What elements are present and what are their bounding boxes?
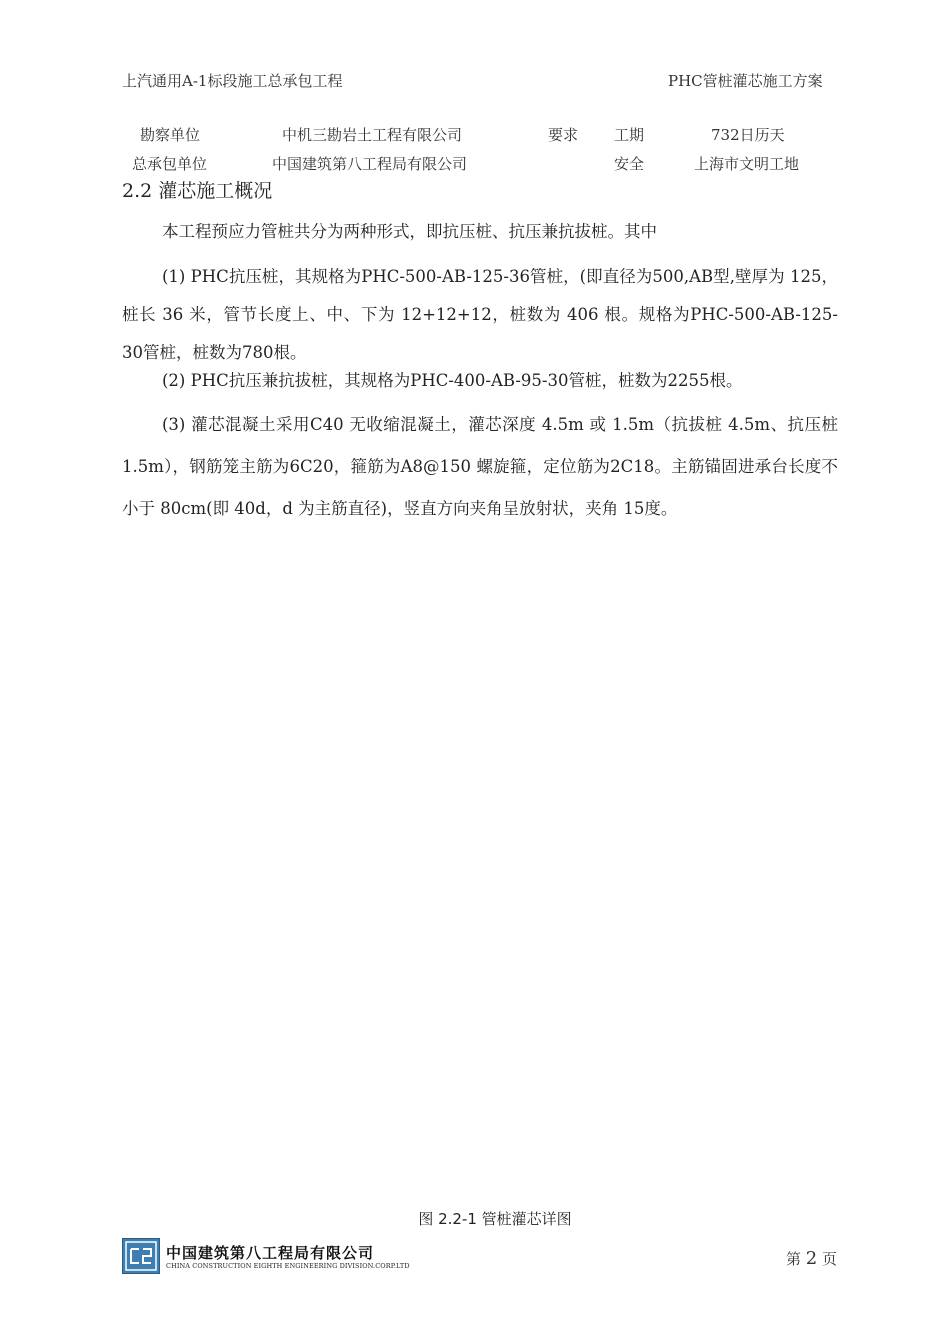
info-cell-safety-value: 上海市文明工地 <box>694 155 800 173</box>
info-cell-survey-value: 中机三勘岩土工程有限公司 <box>282 126 463 144</box>
page-number-value: 2 <box>805 1248 818 1269</box>
header-right-title: PHC管桩灌芯施工方案 <box>668 72 823 90</box>
company-logo-icon <box>122 1238 160 1274</box>
footer-logo-chinese: 中国建筑第八工程局有限公司 <box>166 1244 375 1262</box>
paragraph-intro: 本工程预应力管桩共分为两种形式，即抗压桩、抗压兼抗拔桩。其中 <box>162 222 657 241</box>
info-cell-requirement-label: 要求 <box>548 126 579 144</box>
header-left-title: 上汽通用A-1标段施工总承包工程 <box>122 72 343 90</box>
info-cell-contractor-value: 中国建筑第八工程局有限公司 <box>272 155 468 173</box>
paragraph-item-3: (3) 灌芯混凝土采用C40 无收缩混凝土，灌芯深度 4.5m 或 1.5m（抗拔桩 4.5m、抗压桩 1.5m），钢筋笼主筋为6C20，箍筋为A8@150 螺旋箍，定位筋为2C18。主筋锚固进承台长度不小于 80cm(即 40d，d 为主筋直径)，竖直方向夹角呈放射状，夹角 15度。 <box>122 415 838 518</box>
figure-caption: 图 2.2-1 管桩灌芯详图 <box>418 1210 572 1228</box>
info-cell-contractor-label: 总承包单位 <box>132 155 208 173</box>
section-heading: 2.2 灌芯施工概况 <box>122 180 273 202</box>
footer-logo-english: CHINA CONSTRUCTION EIGHTH ENGINEERING DIVISION.CORP.LTD <box>166 1262 410 1270</box>
paragraph-item-1: (1) PHC抗压桩，其规格为PHC-500-AB-125-36管桩，(即直径为500,AB型,壁厚为 125，桩长 36 米，管节长度上、中、下为 12+12+12，桩数为 406 根。规格为PHC-500-AB-125-30管桩，桩数为780根。 <box>122 267 838 362</box>
page-prefix: 第 <box>786 1250 802 1268</box>
page-suffix: 页 <box>822 1250 838 1268</box>
info-cell-survey-label: 勘察单位 <box>140 126 201 144</box>
info-cell-duration-value: 732日历天 <box>711 126 785 144</box>
paragraph-item-2: (2) PHC抗压兼抗拔桩，其规格为PHC-400-AB-95-30管桩，桩数为2255根。 <box>162 371 743 390</box>
info-cell-duration-label: 工期 <box>614 126 645 144</box>
logo-mark-icon <box>123 1239 159 1273</box>
info-cell-safety-label: 安全 <box>614 155 645 173</box>
page-number <box>786 1248 837 1269</box>
